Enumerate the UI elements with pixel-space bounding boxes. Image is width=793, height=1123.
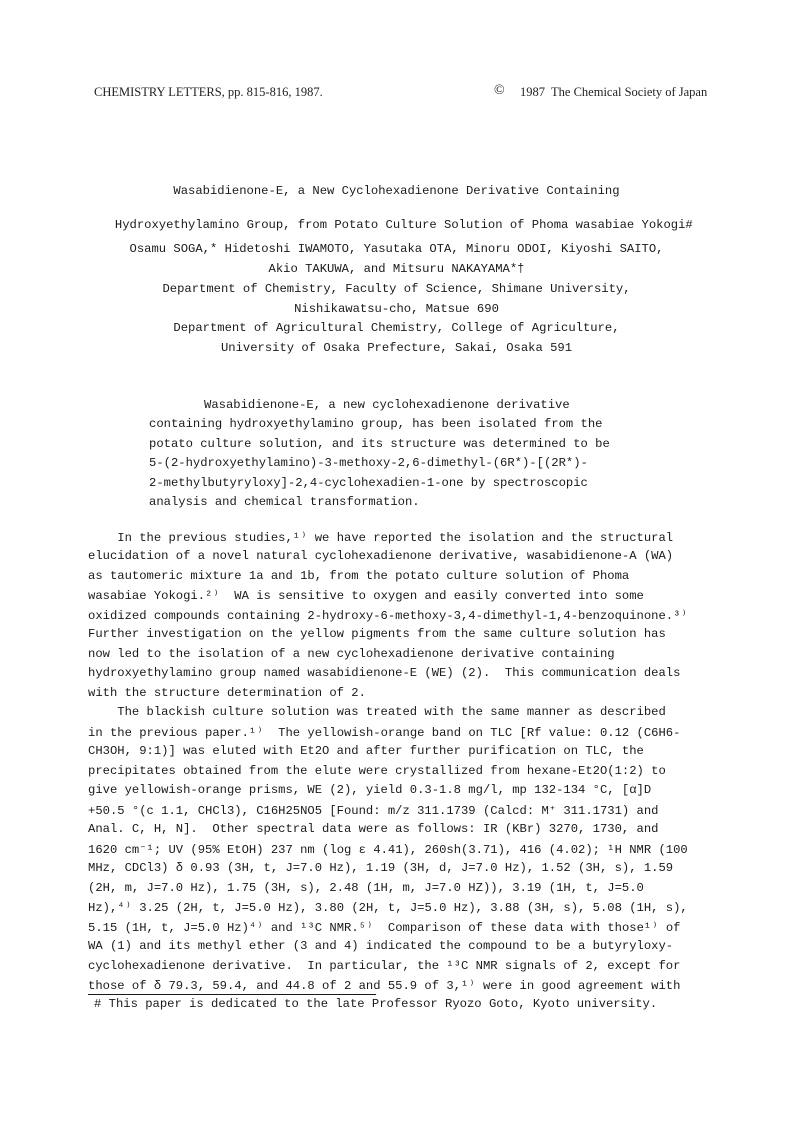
body-line: CH3OH, 9:1)] was eluted with Et2O and after further purification on TLC, the [88, 744, 644, 758]
affiliation-line: University of Osaka Prefecture, Sakai, Osaka 591 [220, 341, 573, 355]
paper-title-line-2-text: Hydroxyethylamino Group, from Potato Culture Solution of Phoma wasabiae Yokogi# [114, 218, 693, 232]
author-list-line-1: Osamu SOGA,* Hidetoshi IWAMOTO, Yasutaka OTA, Minoru ODOI, Kiyoshi SAITO, [129, 242, 664, 256]
body-line: as tautomeric mixture 1a and 1b, from the potato culture solution of Phoma [88, 569, 630, 583]
journal-citation: CHEMISTRY LETTERS, pp. 815-816, 1987. [94, 85, 323, 99]
author-list-line-2: Akio TAKUWA, and Mitsuru NAKAYAMA*† [268, 262, 525, 276]
body-line: elucidation of a novel natural cyclohexadienone derivative, wasabidienone-A (WA) [88, 549, 674, 563]
paper-title-line-2 [0, 204, 793, 232]
abstract-line: containing hydroxyethylamino group, has been isolated from the [149, 417, 603, 431]
footnote-divider [88, 994, 376, 995]
body-line: now led to the isolation of a new cyclohexadienone derivative containing [88, 647, 615, 661]
body-line: give yellowish-orange prisms, WE (2), yield 0.3-1.8 mg/l, mp 132-134 °C, [α]D [88, 783, 652, 797]
body-line: in the previous paper.¹⁾ The yellowish-orange band on TLC [Rf value: 0.12 (C6H6- [88, 726, 681, 740]
affiliation-line: Nishikawatsu-cho, Matsue 690 [294, 302, 499, 316]
body-line: with the structure determination of 2. [88, 686, 366, 700]
body-line: cyclohexadienone derivative. In particular, the ¹³C NMR signals of 2, except for [88, 959, 681, 973]
body-line: Further investigation on the yellow pigments from the same culture solution has [88, 627, 666, 641]
copyright-notice: 1987 The Chemical Society of Japan [520, 85, 708, 99]
abstract-line: analysis and chemical transformation. [149, 495, 420, 509]
copyright-icon: © [494, 83, 505, 98]
body-line: (2H, m, J=7.0 Hz), 1.75 (3H, s), 2.48 (1H, m, J=7.0 HZ)), 3.19 (1H, t, J=5.0 [88, 881, 644, 895]
affiliation-line: Department of Agricultural Chemistry, College of Agriculture, [173, 321, 620, 335]
abstract-line: potato culture solution, and its structure was determined to be [149, 437, 610, 451]
body-line: The blackish culture solution was treated with the same manner as described [88, 705, 666, 719]
body-line: In the previous studies,¹⁾ we have reported the isolation and the structural [88, 531, 674, 545]
body-line: wasabiae Yokogi.²⁾ WA is sensitive to oxygen and easily converted into some [88, 589, 644, 603]
body-line: Anal. C, H, N]. Other spectral data were as follows: IR (KBr) 3270, 1730, and [88, 822, 659, 836]
body-line: WA (1) and its methyl ether (3 and 4) indicated the compound to be a butyryloxy- [88, 939, 674, 953]
abstract-line: 5-(2-hydroxyethylamino)-3-methoxy-2,6-dimethyl-(6R*)-[(2R*)- [149, 456, 588, 470]
body-line: Hz),⁴⁾ 3.25 (2H, t, J=5.0 Hz), 3.80 (2H, t, J=5.0 Hz), 3.88 (3H, s), 5.08 (1H, s), [88, 901, 688, 915]
body-line: those of δ 79.3, 59.4, and 44.8 of 2 and 55.9 of 3,¹⁾ were in good agreement with [88, 979, 681, 993]
body-line: +50.5 °(c 1.1, CHCl3), C16H25NO5 [Found: m/z 311.1739 (Calcd: M⁺ 311.1731) and [88, 804, 659, 818]
footnote: # This paper is dedicated to the late Professor Ryozo Goto, Kyoto university. [94, 997, 658, 1011]
body-line: MHz, CDCl3) δ 0.93 (3H, t, J=7.0 Hz), 1.19 (3H, d, J=7.0 Hz), 1.52 (3H, s), 1.59 [88, 861, 674, 875]
body-line: oxidized compounds containing 2-hydroxy-6-methoxy-3,4-dimethyl-1,4-benzoquinone.³⁾ [88, 609, 688, 623]
affiliation-line: Department of Chemistry, Faculty of Science, Shimane University, [162, 282, 631, 296]
body-line: 1620 cm⁻¹; UV (95% EtOH) 237 nm (log ε 4.41), 260sh(3.71), 416 (4.02); ¹H NMR (100 [88, 843, 688, 857]
abstract-line: Wasabidienone-E, a new cyclohexadienone derivative [204, 398, 570, 412]
body-line: 5.15 (1H, t, J=5.0 Hz)⁴⁾ and ¹³C NMR.⁵⁾ Comparison of these data with those¹⁾ of [88, 921, 681, 935]
paper-title-line-1: Wasabidienone-E, a New Cyclohexadienone Derivative Containing [173, 184, 620, 198]
body-line: hydroxyethylamino group named wasabidienone-E (WE) (2). This communication deals [88, 666, 681, 680]
abstract-line: 2-methylbutyryloxy]-2,4-cyclohexadien-1-one by spectroscopic [149, 476, 588, 490]
body-line: precipitates obtained from the elute were crystallized from hexane-Et2O(1:2) to [88, 764, 666, 778]
